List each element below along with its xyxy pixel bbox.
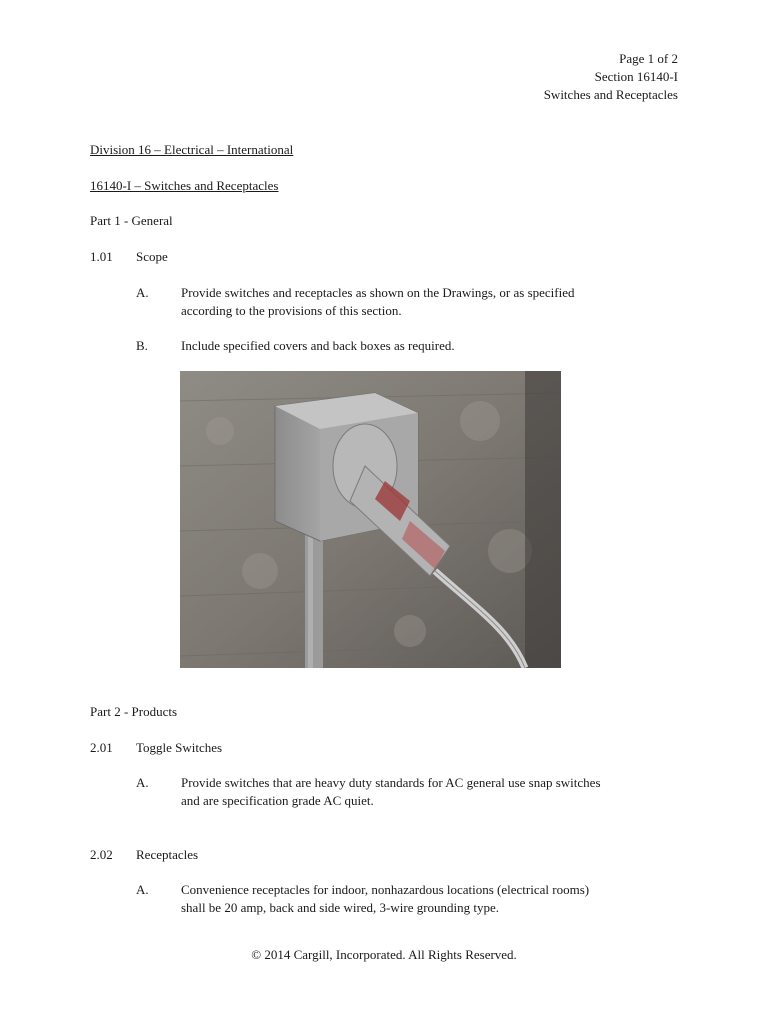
- item-title: Receptacles: [136, 847, 199, 862]
- section-heading: 16140-I – Switches and Receptacles: [90, 178, 279, 193]
- division-heading: Division 16 – Electrical – International: [90, 142, 294, 157]
- clause-line: Convenience receptacles for indoor, nonhazardous locations (electrical rooms): [181, 882, 590, 897]
- page-footer: © 2014 Cargill, Incorporated. All Rights Reserved.: [251, 947, 517, 962]
- clause-text: [181, 284, 681, 320]
- page-number: Page 1 of 2: [619, 51, 678, 66]
- clause-letter: A.: [136, 285, 149, 300]
- clause-line: according to the provisions of this section.: [181, 303, 402, 318]
- item-title: Scope: [136, 249, 168, 264]
- clause-line: Include specified covers and back boxes as required.: [181, 338, 455, 353]
- item-number: 2.01: [90, 740, 113, 755]
- clause-text: [181, 881, 681, 917]
- item-number: 2.02: [90, 847, 113, 862]
- section-number: Section 16140-I: [594, 69, 678, 84]
- item-title: Toggle Switches: [136, 740, 223, 755]
- clause-text: [181, 337, 681, 355]
- clause-line: Provide switches that are heavy duty standards for AC general use snap switches: [181, 775, 601, 790]
- clause-text: [181, 774, 681, 810]
- receptacle-photo: [180, 371, 561, 668]
- clause-letter: A.: [136, 775, 149, 790]
- part1-title: Part 1 - General: [90, 213, 173, 228]
- clause-line: Provide switches and receptacles as shown on the Drawings, or as specified: [181, 285, 575, 300]
- clause-line: and are specification grade AC quiet.: [181, 793, 374, 808]
- clause-letter: A.: [136, 882, 149, 897]
- clause-line: shall be 20 amp, back and side wired, 3-wire grounding type.: [181, 900, 500, 915]
- clause-letter: B.: [136, 338, 148, 353]
- item-number: 1.01: [90, 249, 113, 264]
- page-header: [544, 50, 678, 104]
- section-title: Switches and Receptacles: [543, 87, 678, 102]
- part2-title: Part 2 - Products: [90, 704, 178, 719]
